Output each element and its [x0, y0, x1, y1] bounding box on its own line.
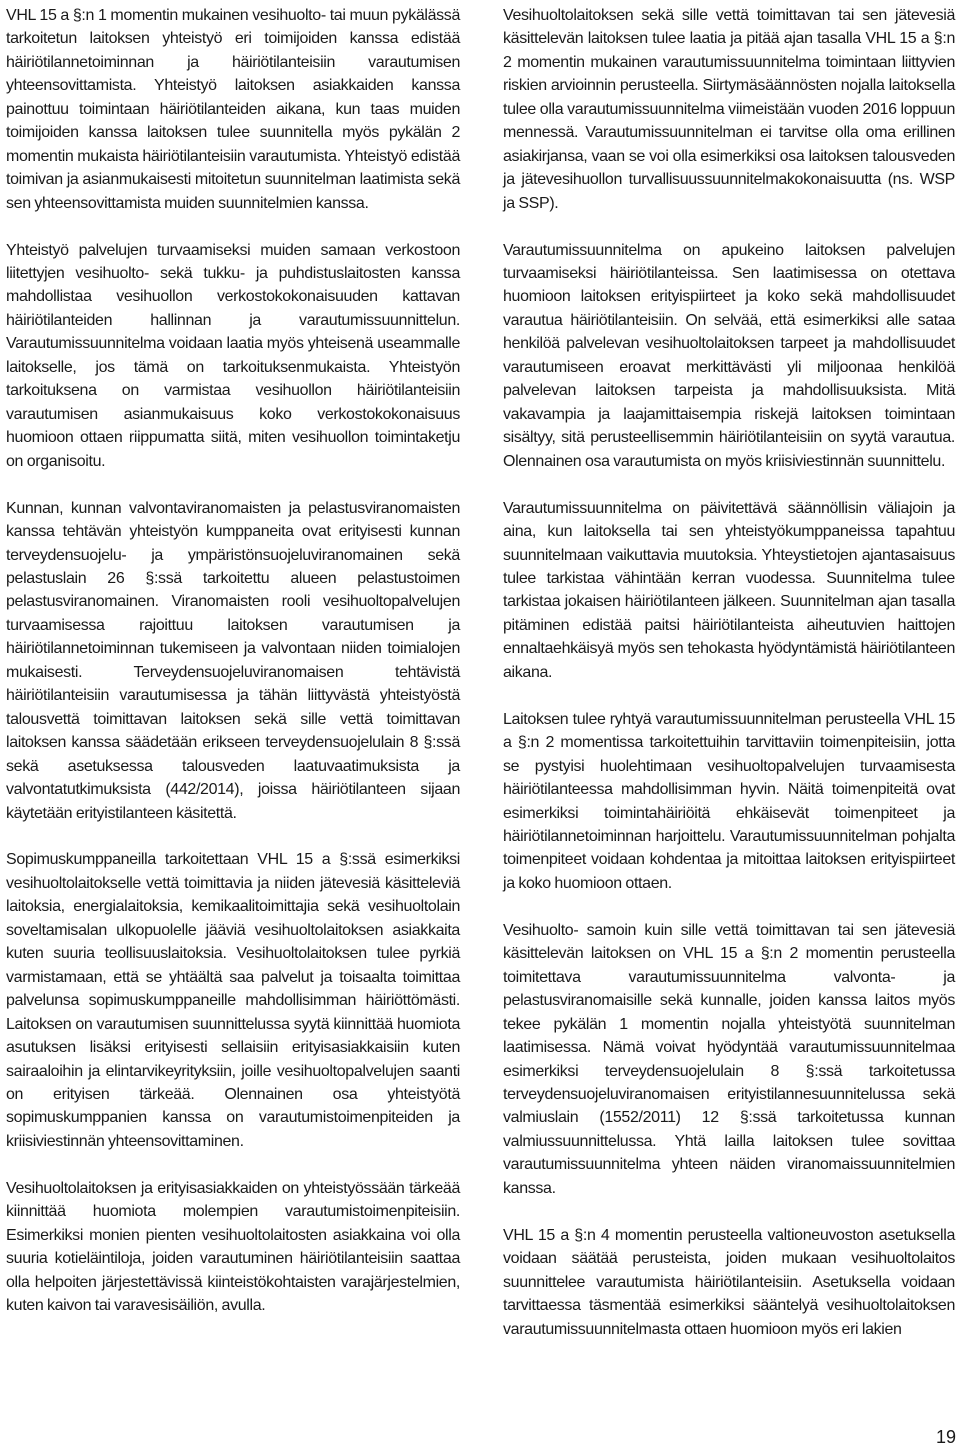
- paragraph-measures: Laitoksen tulee ryhtyä varautumissuunnitelman perusteella VHL 15 a §:n 2 momentissa tarkoitettuihin tarvittaviin toimenpiteisiin, jotta se pystyisi huolehtimaan vesihuoltopalvelujen turvaamisesta häiriötilanteessa mahdollisimman hyvin. Näitä toimenpiteitä ovat esimerkiksi toimintahäiriöitä ehkäisevät toimenpiteet ja häiriötilannetoiminnan harjoittelu. Varautumissuunnitelman pohjalta toimenpiteet voidaan kohdentaa ja mitoittaa laitoksen erityispiirteet ja koko huomioon ottaen.: [503, 710, 955, 892]
- page-number: 19: [935, 1427, 956, 1447]
- paragraph-plan-purpose: Varautumissuunnitelma on apukeino laitoksen palvelujen turvaamiseksi häiriötilanteissa. Sen laatimisessa on otettava huomioon laitoksen erityispiirteet ja koko sekä mahdollisuudet varautua häiriötilanteisiin. On selvää, että esimerkiksi alle sataa henkilöä palvelevan vesihuoltolaitoksen tarpeet ja mahdollisuudet varautumiseen eroavat merkittävästi yli miljoonaa henkilöä palvelevan laitoksen tarpeista ja mahdollisuuksista. Mitä vakavampia ja laajamittaisempia riskejä laitoksen toimintaan sisältyy, sitä perusteellisemmin häiriötilanteisiin on syytä varautua. Olennainen osa varautumista on myös kriisiviestinnän suunnittelu.: [503, 241, 955, 470]
- paragraph-preparedness-plan: Vesihuoltolaitoksen sekä sille vettä toimittavan tai sen jätevesiä käsittelevän laitoksen tulee laatia ja pitää ajan tasalla VHL 15 a §:n 2 momentin mukainen varautumissuunnitelma toimintaan liittyvien riskien arvioinnin perusteella. Siirtymäsäännösten nojalla laitoksella tulee olla varautumissuunnitelma viimeistään vuoden 2016 loppuun mennessä. Varautumissuunnitelman ei tarvitse olla oma erillinen asiakirjansa, vaan se voi olla esimerkiksi osa laitoksen talousveden ja jätevesihuollon turvallisuussuunnitelmakokonaisuutta (ns. WSP ja SSP).: [503, 7, 955, 212]
- paragraph-cooperation-intro: VHL 15 a §:n 1 momentin mukainen vesihuolto- tai muun pykälässä tarkoitetun laitoksen yhteistyö eri toimijoiden kanssa edistää häiriötilannetoiminnan ja häiriötilanteisiin varautumisen yhteensovittamista. Yhteistyö laitoksen asiakkaiden kanssa painottuu toimintaan häiriötilanteiden aikana, kun taas muiden toimijoiden kanssa laitoksen tulee suunnitella myös pykälän 2 momentin mukaista häiriötilanteisiin varautumista. Yhteistyö edistää toimivan ja asianmukaisesti mitoitetun suunnitelman laatimista sekä sen yhteensovittamista muiden suunnitelmien kanssa.: [6, 7, 460, 212]
- left-column: [6, 4, 460, 1341]
- paragraph-plan-updating: Varautumissuunnitelma on päivitettävä säännöllisin väliajoin ja aina, kun laitoksella tai sen yhteistyökumppaneissa tapahtuu suunnitelmaan vaikuttavia muutoksia. Yhteystietojen ajantasaisuus tulee tarkistaa vähintään kerran vuodessa. Suunnitelma tulee tarkistaa jokaisen häiriötilanteen jälkeen. Suunnitelman ajan tasalla pitäminen edistää paitsi häiriötilanteista aiheutuvien haittojen ennaltaehkäisyä myös sen tehokasta hyödyntämistä häiriötilanteen aikana.: [503, 499, 955, 681]
- paragraph-government-decree: VHL 15 a §:n 4 momentin perusteella valtioneuvoston asetuksella voidaan säätää perusteista, joiden mukaan vesihuoltolaitos suunnittelee varautumista häiriötilanteisiin. Asetuksella voidaan tarvittaessa täsmentää esimerkiksi sääntelyä vesihuoltolaitoksen varautumissuunnitelmasta ottaen huomioon myös eri lakien: [503, 1226, 955, 1338]
- paragraph-network-cooperation: Yhteistyö palvelujen turvaamiseksi muiden samaan verkostoon liitettyjen vesihuolto- sekä tukku- ja puhdistuslaitosten kanssa mahdollistaa vesihuollon verkostokokonaisuuden kattavan häiriötilanteiden hallinnan ja varautumissuunnittelun. Varautumissuunnitelma voidaan laatia myös yhteisenä useammalle laitokselle, jos tämä on tarkoituksenmukaista. Yhteistyön tarkoituksena on varmistaa vesihuollon häiriötilanteisiin varautumisen asianmukaisuus koko verkostokokonaisuus huomioon ottaen riippumatta siitä, miten vesihuollon toimintaketju on organisoitu.: [6, 241, 460, 470]
- paragraph-plan-delivery: Vesihuolto- samoin kuin sille vettä toimittavan tai sen jätevesiä käsittelevän laitoksen on VHL 15 a §:n 2 momentin perusteella toimitettava varautumissuunnitelma valvonta- ja pelastusviranomaisille sekä kunnalle, joiden kanssa laitos myös tekee pykälän 1 momentin nojalla yhteistyötä suunnitelman laatimisessa. Nämä voivat hyödyntää varautumissuunnitelmaa esimerkiksi terveydensuojelulain 8 §:ssä tarkoitetussa terveydensuojeluviranomaisen erityistilannesuunnitelussa sekä valmiuslain (1552/2011) 12 §:ssä tarkoitetussa kunnan valmiussuunnittelussa. Yhtä lailla laitoksen tulee sovittaa varautumissuunnitelma yhteen näiden viranomaissuunnitelmien kanssa.: [503, 921, 955, 1197]
- paragraph-contract-partners: Sopimuskumppaneilla tarkoitettaan VHL 15 a §:ssä esimerkiksi vesihuoltolaitokselle vettä toimittavia ja niiden jätevesiä käsitteleviä laitoksia, energialaitoksia, kemikaalitoimittajia sekä vesihuoltolain soveltamisalan ulkopuolelle jääviä vesihuoltolaitoksen asiakkaita kuten suuria teollisuuslaitoksia. Vesihuoltolaitoksen tulee pyrkiä varmistamaan, että se yhtäältä saa palvelut ja toisaalta toimittaa palvelunsa sopimuskumppaneille mahdollisimman häiriöttömästi. Laitoksen on varautumisen suunnittelussa syytä kiinnittää huomiota asutuksen lisäksi erityisesti sellaisiin erityisasiakkaisiin kuten sairaaloihin ja elintarvikeyrityksiin, joille vesihuoltopalvelujen saanti on erityisen tärkeää. Olennainen osa yhteistyötä sopimuskumppanien kanssa on varautumistoimenpiteiden ja kriisiviestinnän yhteensovittaminen.: [6, 851, 460, 1150]
- paragraph-authorities: Kunnan, kunnan valvontaviranomaisten ja pelastusviranomaisten kanssa tehtävän yhteistyön kumppaneita ovat erityisesti kunnan terveydensuojelu- ja ympäristönsuojeluviranomainen sekä pelastuslain 26 §:ssä tarkoitettu alueen pelastustoimen pelastusviranomainen. Viranomaisten rooli vesihuoltopalvelujen turvaamisessa rajoittuu laitoksen varautumisen ja häiriötilannetoiminnan tukemiseen ja valvontaan niiden toimialojen mukaisesti. Terveydensuojeluviranomaisen tehtävistä häiriötilanteisiin varautumisessa ja tähän liittyvästä yhteistyöstä talousvettä toimittavan laitoksen sekä sille vettä toimittavan laitoksen kanssa säädetään erikseen terveydensuojelulain 8 §:ssä sekä asetuksessa talousveden laatuvaatimuksista ja valvontatutkimuksista (442/2014), joissa häiriötilanteen sijaan käytetään erityistilanteen käsitettä.: [6, 499, 460, 822]
- right-column: [503, 4, 955, 1365]
- paragraph-special-customers: Vesihuoltolaitoksen ja erityisasiakkaiden on yhteistyössään tärkeää kiinnittää huomiota molempien varautumistoimenpiteisiin. Esimerkiksi monien pienten vesihuoltolaitosten asiakkaina voi olla suuria kotieläintiloja, joiden varautuminen häiriötilanteisiin saattaa olla helpoiten järjestettävissä kiinteistökohtaisten varajärjestelmien, kuten kaivon tai varavesisäiliön, avulla.: [6, 1179, 460, 1315]
